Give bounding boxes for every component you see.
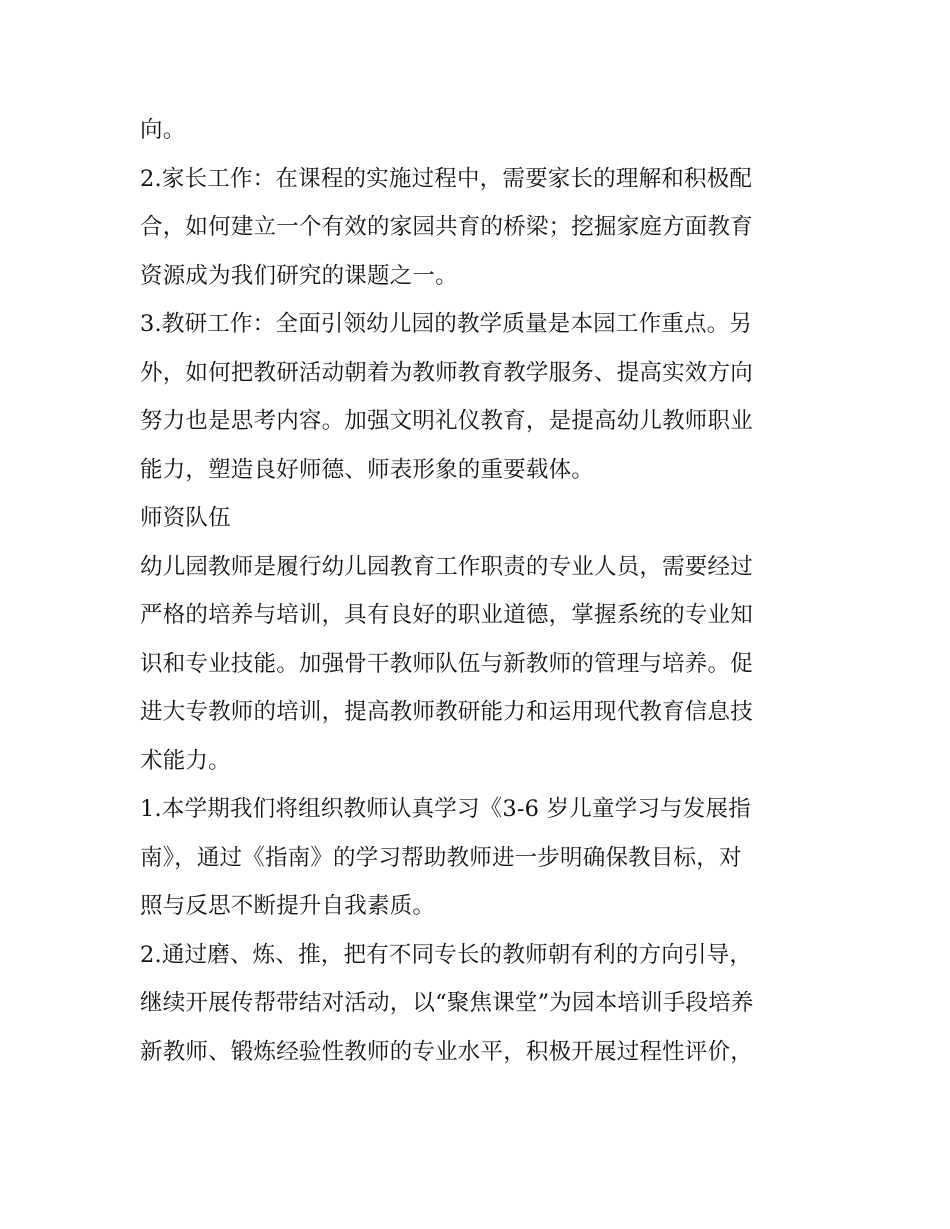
text-line: 资源成为我们研究的课题之一。 bbox=[140, 262, 458, 289]
text-line: 2.通过磨、炼、推，把有不同专长的教师朝有利的方向引导， bbox=[140, 941, 753, 968]
text-line: 继续开展传帮带结对活动，以“聚焦课堂”为园本培训手段培养 bbox=[140, 990, 754, 1016]
text-line: 识和专业技能。加强骨干教师队伍与新教师的管理与培养。促 bbox=[140, 650, 753, 677]
text-line: 照与反思不断提升自我素质。 bbox=[140, 893, 436, 919]
text-line: 新教师、锻炼经验性教师的专业水平，积极开展过程性评价， bbox=[140, 1038, 753, 1065]
document-page bbox=[140, 106, 820, 1076]
text-line: 严格的培养与培训，具有良好的职业道德，掌握系统的专业知 bbox=[140, 602, 753, 628]
text-line: 南》，通过《指南》的学习帮助教师进一步明确保教目标，对 bbox=[140, 844, 742, 871]
text-line: 合，如何建立一个有效的家园共育的桥梁；挖掘家庭方面教育 bbox=[140, 214, 753, 240]
text-line: 外，如何把教研活动朝着为教师教育教学服务、提高实效方向 bbox=[140, 359, 753, 386]
text-line: 术能力。 bbox=[140, 747, 231, 774]
text-line: 1.本学期我们将组织教师认真学习《3-6 岁儿童学习与发展指 bbox=[140, 796, 751, 822]
text-line: 进大专教师的培训，提高教师教研能力和运用现代教育信息技 bbox=[140, 699, 753, 725]
text-line: 3.教研工作：全面引领幼儿园的教学质量是本园工作重点。另 bbox=[140, 311, 753, 337]
text-line: 能力，塑造良好师德、师表形象的重要载体。 bbox=[140, 456, 595, 483]
text-line: 向。 bbox=[140, 117, 186, 143]
text-line: 幼儿园教师是履行幼儿园教育工作职责的专业人员，需要经过 bbox=[140, 553, 753, 580]
section-heading: 师资队伍 bbox=[140, 505, 231, 531]
text-line: 2.家长工作：在课程的实施过程中，需要家长的理解和积极配 bbox=[140, 165, 753, 192]
text-line: 努力也是思考内容。加强文明礼仪教育，是提高幼儿教师职业 bbox=[140, 408, 753, 434]
